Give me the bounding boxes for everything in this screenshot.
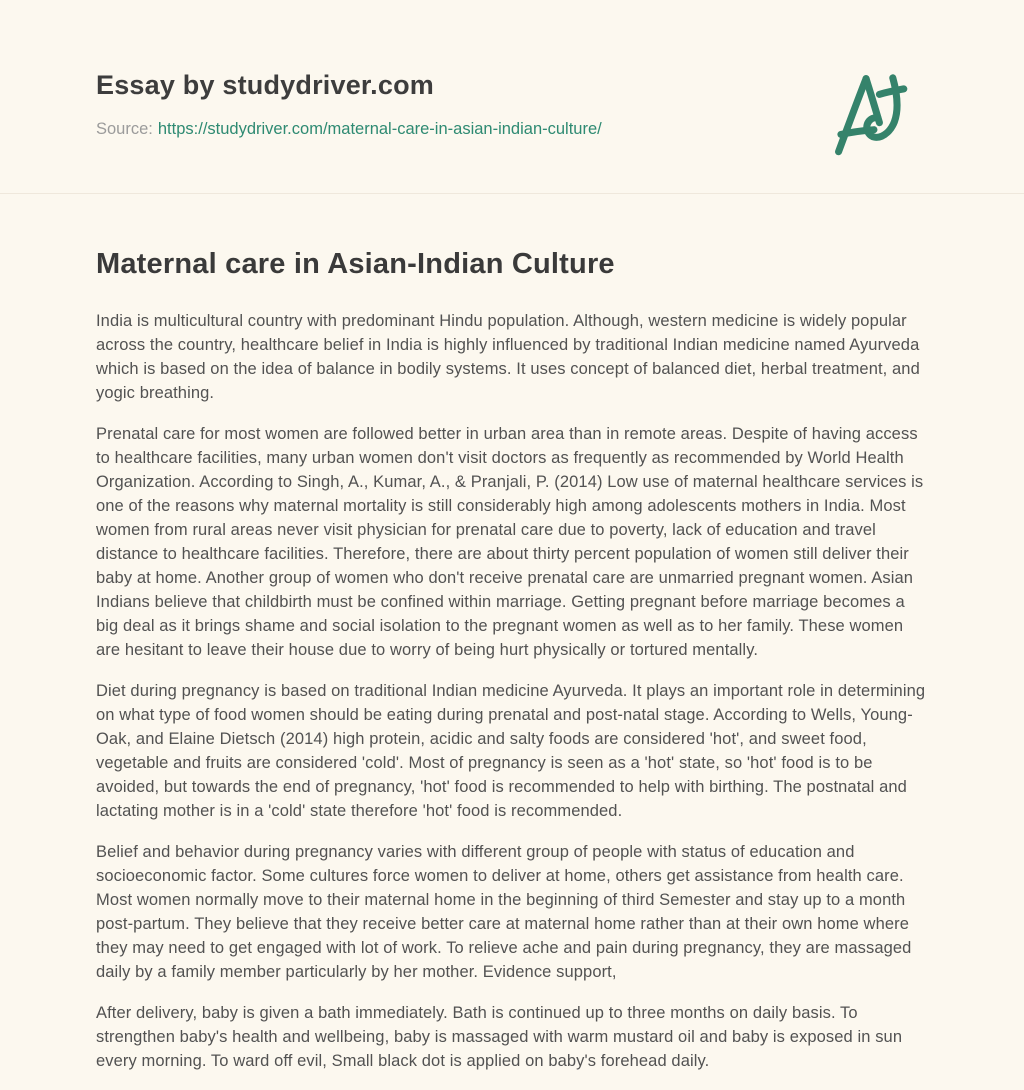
essay-paragraph-3: Diet during pregnancy is based on traditional Indian medicine Ayurveda. It plays an important role in determining on what type of food women should be eating during prenatal and post-natal stage. According to Wells, Young-Oak, and Elaine Dietsch (2014) high protein, acidic and salty foods are considered 'hot', and sweet food, vegetable and fruits are considered 'cold'. Most of pregnancy is seen as a 'hot' state, so 'hot' food is to be avoided, but towards the end of pregnancy, 'hot' food is recommended to help with birthing. The postnatal and lactating mother is in a 'cold' state therefore 'hot' food is recommended. — [96, 682, 926, 820]
essay-title: Maternal care in Asian-Indian Culture — [96, 248, 615, 280]
a-plus-logo-icon — [828, 70, 912, 158]
source-link[interactable]: https://studydriver.com/maternal-care-in-asian-indian-culture/ — [157, 120, 602, 138]
source-label: Source: — [96, 120, 153, 138]
essay-paragraph-1: India is multicultural country with predominant Hindu population. Although, western medicine is widely popular across the country, healthcare belief in India is highly influenced by traditional Indian medicine named Ayurveda which is based on the idea of balance in bodily systems. It uses concept of balanced diet, herbal treatment, and yogic breathing. — [96, 312, 920, 402]
essay-paragraph-4: Belief and behavior during pregnancy varies with different group of people with status of education and socioeconomic factor. Some cultures force women to deliver at home, others get assistance from health care. Most women normally move to their maternal home in the beginning of third Semester and stay up to a month post-partum. They believe that they receive better care at maternal home rather than at their own home where they may need to get engaged with lot of work. To relieve ache and pain during pregnancy, they are massaged daily by a family member particularly by her mother. Evidence support, — [96, 843, 912, 981]
site-title: Essay by studydriver.com — [96, 70, 434, 100]
header-text-block — [96, 64, 602, 139]
page-header — [0, 0, 1024, 158]
source-line — [96, 120, 602, 139]
header-divider — [0, 193, 1024, 194]
essay-body — [0, 248, 1024, 1073]
essay-paragraph-5: After delivery, baby is given a bath immediately. Bath is continued up to three months on daily basis. To strengthen baby's health and wellbeing, baby is massaged with warm mustard oil and baby is exposed in sun every morning. To ward off evil, Small black dot is applied on baby's forehead daily. — [96, 1004, 903, 1070]
essay-paragraph-2: Prenatal care for most women are followed better in urban area than in remote areas. Despite of having access to healthcare facilities, many urban women don't visit doctors as frequently as recommended by World Health Organization. According to Singh, A., Kumar, A., & Pranjali, P. (2014) Low use of maternal healthcare services is one of the reasons why maternal mortality is still considerably high among adolescents mothers in India. Most women from rural areas never visit physician for prenatal care due to poverty, lack of education and travel distance to healthcare facilities. Therefore, there are about thirty percent population of women still deliver their baby at home. Another group of women who don't receive prenatal care are unmarried pregnant women. Asian Indians believe that childbirth must be confined within marriage. Getting pregnant before marriage becomes a big deal as it brings shame and social isolation to the pregnant women as well as to her family. These women are hesitant to leave their house due to worry of being hurt physically or tortured mentally. — [96, 425, 924, 659]
